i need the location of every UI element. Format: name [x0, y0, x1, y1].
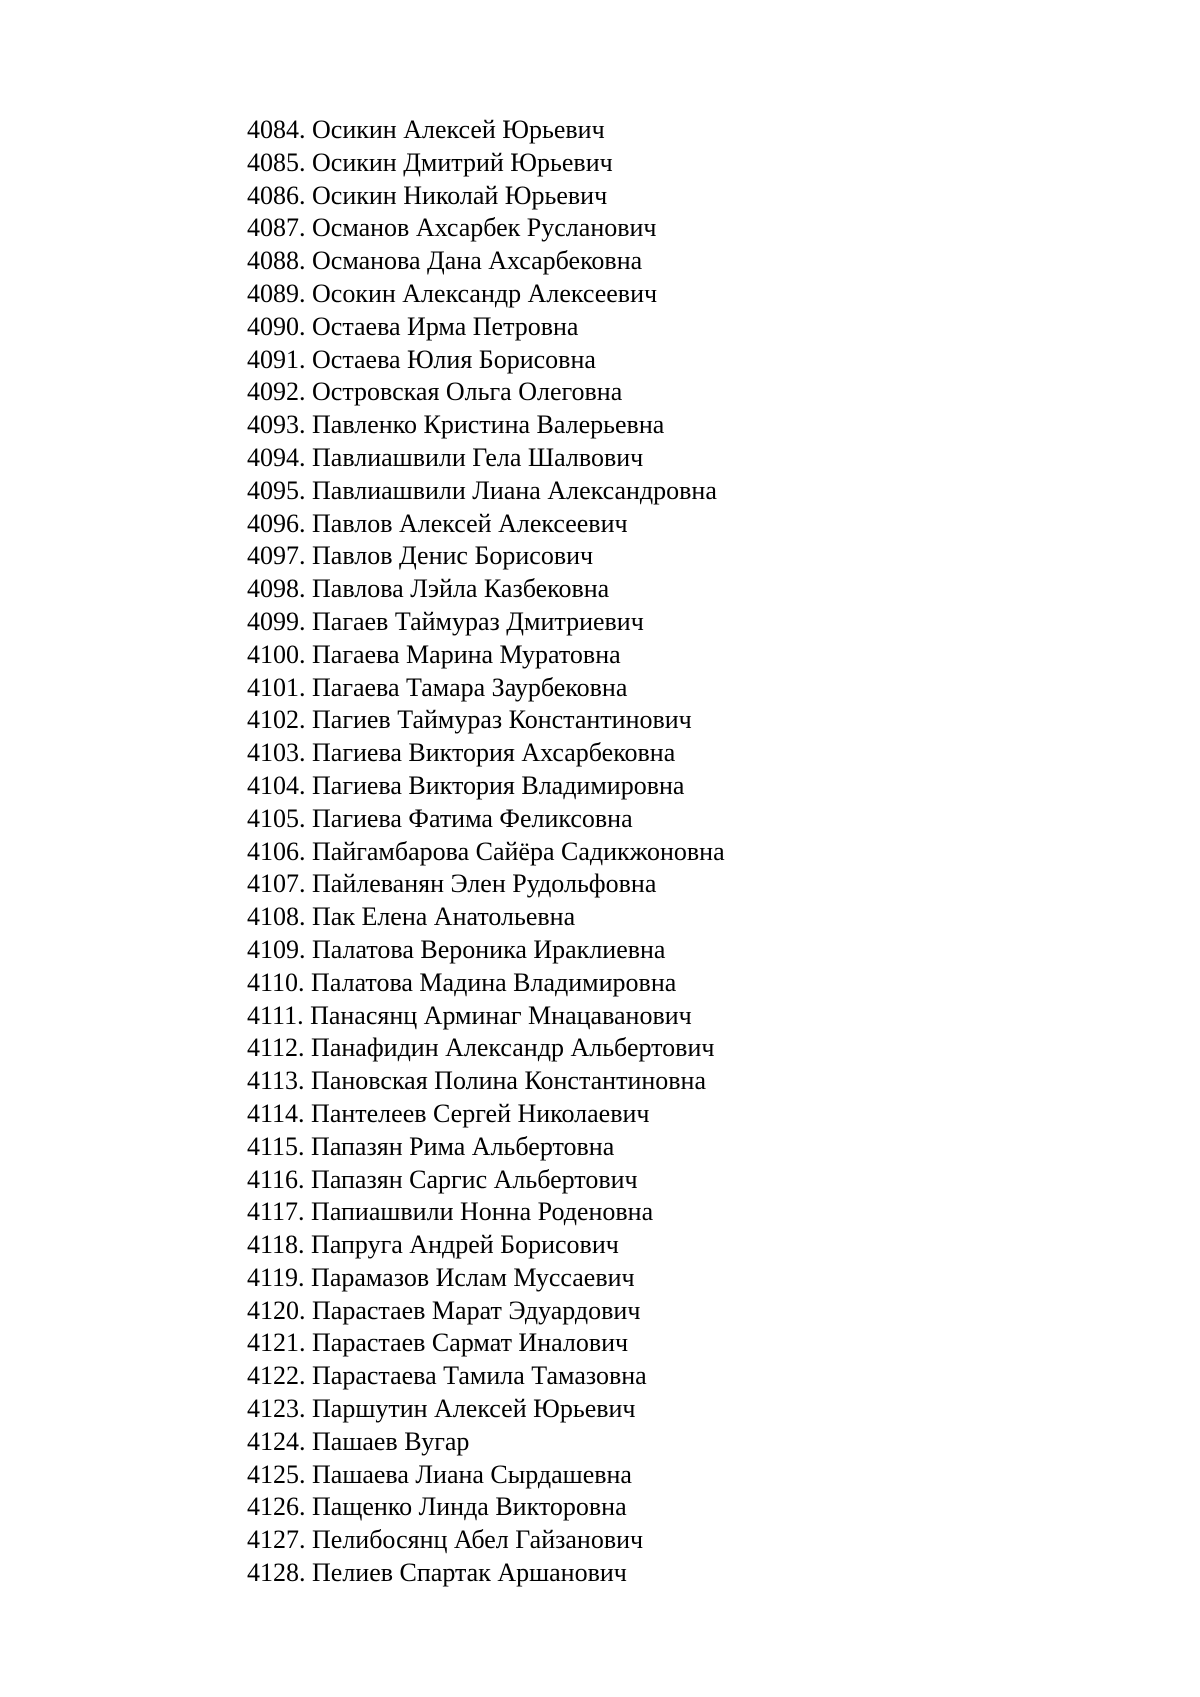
list-item	[247, 1262, 725, 1295]
list-item	[247, 737, 725, 770]
entry-name: Парастаев Марат Эдуардович	[312, 1295, 641, 1325]
entry-number: 4089.	[247, 278, 306, 308]
list-item	[247, 1164, 725, 1197]
entry-name: Пагиева Виктория Владимировна	[312, 770, 685, 800]
entry-number: 4119.	[247, 1262, 305, 1292]
name-list	[247, 114, 725, 1590]
entry-name: Пагиева Фатима Феликсовна	[312, 803, 633, 833]
entry-number: 4096.	[247, 508, 306, 538]
entry-name: Павлов Денис Борисович	[312, 541, 594, 571]
entry-number: 4098.	[247, 574, 306, 604]
list-item	[247, 1426, 725, 1459]
entry-name: Палатова Вероника Ираклиевна	[312, 934, 666, 964]
entry-name: Паршутин Алексей Юрьевич	[312, 1394, 636, 1424]
entry-name: Парамазов Ислам Муссаевич	[311, 1262, 635, 1292]
entry-number: 4111.	[247, 1000, 304, 1030]
list-item	[247, 1491, 725, 1524]
list-item	[247, 1065, 725, 1098]
list-item	[247, 409, 725, 442]
list-item	[247, 1229, 725, 1262]
entry-number: 4106.	[247, 836, 306, 866]
list-item	[247, 606, 725, 639]
entry-name: Пагаева Марина Муратовна	[312, 639, 621, 669]
list-item	[247, 1360, 725, 1393]
entry-number: 4095.	[247, 475, 306, 505]
entry-name: Павленко Кристина Валерьевна	[312, 410, 665, 440]
list-item	[247, 442, 725, 475]
list-item	[247, 1459, 725, 1492]
entry-number: 4087.	[247, 213, 306, 243]
list-item	[247, 934, 725, 967]
entry-name: Пагаева Тамара Заурбековна	[312, 672, 628, 702]
list-item	[247, 1032, 725, 1065]
list-item	[247, 1557, 725, 1590]
entry-number: 4115.	[247, 1131, 305, 1161]
list-item	[247, 344, 725, 377]
list-item	[247, 147, 725, 180]
list-item	[247, 803, 725, 836]
list-item	[247, 967, 725, 1000]
list-item	[247, 1131, 725, 1164]
entry-number: 4122.	[247, 1361, 306, 1391]
entry-number: 4102.	[247, 705, 306, 735]
list-item	[247, 376, 725, 409]
entry-name: Пагаев Таймураз Дмитриевич	[312, 606, 644, 636]
list-item	[247, 212, 725, 245]
entry-number: 4097.	[247, 541, 306, 571]
entry-name: Пантелеев Сергей Николаевич	[311, 1098, 650, 1128]
entry-number: 4094.	[247, 442, 306, 472]
entry-number: 4107.	[247, 869, 306, 899]
entry-name: Островская Ольга Олеговна	[312, 377, 623, 407]
list-item	[247, 770, 725, 803]
entry-name: Панафидин Александр Альбертович	[311, 1033, 715, 1063]
entry-name: Осикин Николай Юрьевич	[312, 180, 608, 210]
list-item	[247, 180, 725, 213]
list-item	[247, 901, 725, 934]
list-item	[247, 836, 725, 869]
entry-name: Остаева Юлия Борисовна	[312, 344, 596, 374]
entry-number: 4093.	[247, 410, 306, 440]
entry-name: Папазян Саргис Альбертович	[311, 1164, 638, 1194]
entry-number: 4086.	[247, 180, 306, 210]
entry-number: 4108.	[247, 902, 306, 932]
entry-name: Пановская Полина Константиновна	[311, 1066, 707, 1096]
list-item	[247, 1327, 725, 1360]
list-item	[247, 508, 725, 541]
entry-name: Павлиашвили Гела Шалвович	[312, 442, 644, 472]
list-item	[247, 114, 725, 147]
entry-number: 4090.	[247, 311, 306, 341]
entry-name: Пайлеванян Элен Рудольфовна	[312, 869, 657, 899]
entry-number: 4110.	[247, 967, 305, 997]
list-item	[247, 1196, 725, 1229]
entry-number: 4121.	[247, 1328, 306, 1358]
entry-name: Павлова Лэйла Казбековна	[312, 574, 610, 604]
entry-name: Павлов Алексей Алексеевич	[312, 508, 628, 538]
entry-name: Осикин Дмитрий Юрьевич	[312, 147, 613, 177]
entry-number: 4091.	[247, 344, 306, 374]
entry-number: 4084.	[247, 115, 306, 144]
list-item	[247, 245, 725, 278]
entry-name: Павлиашвили Лиана Александровна	[312, 475, 717, 505]
entry-name: Панасянц Арминаг Мнацаванович	[310, 1000, 692, 1030]
entry-name: Парастаева Тамила Тамазовна	[312, 1361, 647, 1391]
entry-number: 4085.	[247, 147, 306, 177]
list-item	[247, 475, 725, 508]
entry-name: Пелиев Спартак Аршанович	[312, 1558, 627, 1588]
entry-number: 4114.	[247, 1098, 305, 1128]
entry-number: 4128.	[247, 1558, 306, 1588]
list-item	[247, 540, 725, 573]
entry-name: Пашаева Лиана Сырдашевна	[312, 1459, 632, 1489]
entry-number: 4116.	[247, 1164, 305, 1194]
entry-number: 4092.	[247, 377, 306, 407]
entry-number: 4103.	[247, 738, 306, 768]
entry-name: Пайгамбарова Сайёра Садикжоновна	[312, 836, 725, 866]
entry-name: Османов Ахсарбек Русланович	[312, 213, 657, 243]
entry-number: 4112.	[247, 1033, 305, 1063]
entry-number: 4120.	[247, 1295, 306, 1325]
list-item	[247, 1000, 725, 1033]
entry-name: Пашаев Вугар	[312, 1426, 470, 1456]
list-item	[247, 1393, 725, 1426]
entry-name: Османова Дана Ахсарбековна	[312, 246, 643, 276]
entry-name: Парастаев Сармат Иналович	[312, 1328, 629, 1358]
entry-number: 4123.	[247, 1394, 306, 1424]
list-item	[247, 1524, 725, 1557]
entry-name: Папазян Рима Альбертовна	[311, 1131, 615, 1161]
entry-number: 4124.	[247, 1426, 306, 1456]
entry-name: Папруга Андрей Борисович	[311, 1230, 619, 1260]
entry-number: 4099.	[247, 606, 306, 636]
list-item	[247, 311, 725, 344]
entry-number: 4113.	[247, 1066, 305, 1096]
entry-name: Осикин Алексей Юрьевич	[312, 115, 605, 144]
entry-name: Остаева Ирма Петровна	[312, 311, 579, 341]
entry-name: Осокин Александр Алексеевич	[312, 278, 658, 308]
entry-name: Пагиев Таймураз Константинович	[312, 705, 692, 735]
entry-number: 4101.	[247, 672, 306, 702]
list-item	[247, 278, 725, 311]
entry-name: Пелибосянц Абел Гайзанович	[312, 1525, 644, 1555]
list-item	[247, 573, 725, 606]
list-item	[247, 704, 725, 737]
list-item	[247, 672, 725, 705]
entry-name: Пак Елена Анатольевна	[312, 902, 576, 932]
entry-number: 4118.	[247, 1230, 305, 1260]
entry-number: 4126.	[247, 1492, 306, 1522]
entry-number: 4125.	[247, 1459, 306, 1489]
entry-name: Пагиева Виктория Ахсарбековна	[312, 738, 676, 768]
list-item	[247, 1098, 725, 1131]
entry-number: 4104.	[247, 770, 306, 800]
entry-name: Палатова Мадина Владимировна	[311, 967, 677, 997]
entry-number: 4105.	[247, 803, 306, 833]
entry-number: 4109.	[247, 934, 306, 964]
entry-number: 4127.	[247, 1525, 306, 1555]
entry-number: 4117.	[247, 1197, 305, 1227]
entry-name: Пащенко Линда Викторовна	[312, 1492, 627, 1522]
entry-number: 4088.	[247, 246, 306, 276]
entry-name: Папиашвили Нонна Роденовна	[311, 1197, 654, 1227]
list-item	[247, 868, 725, 901]
entry-number: 4100.	[247, 639, 306, 669]
list-item	[247, 1295, 725, 1328]
list-item	[247, 639, 725, 672]
